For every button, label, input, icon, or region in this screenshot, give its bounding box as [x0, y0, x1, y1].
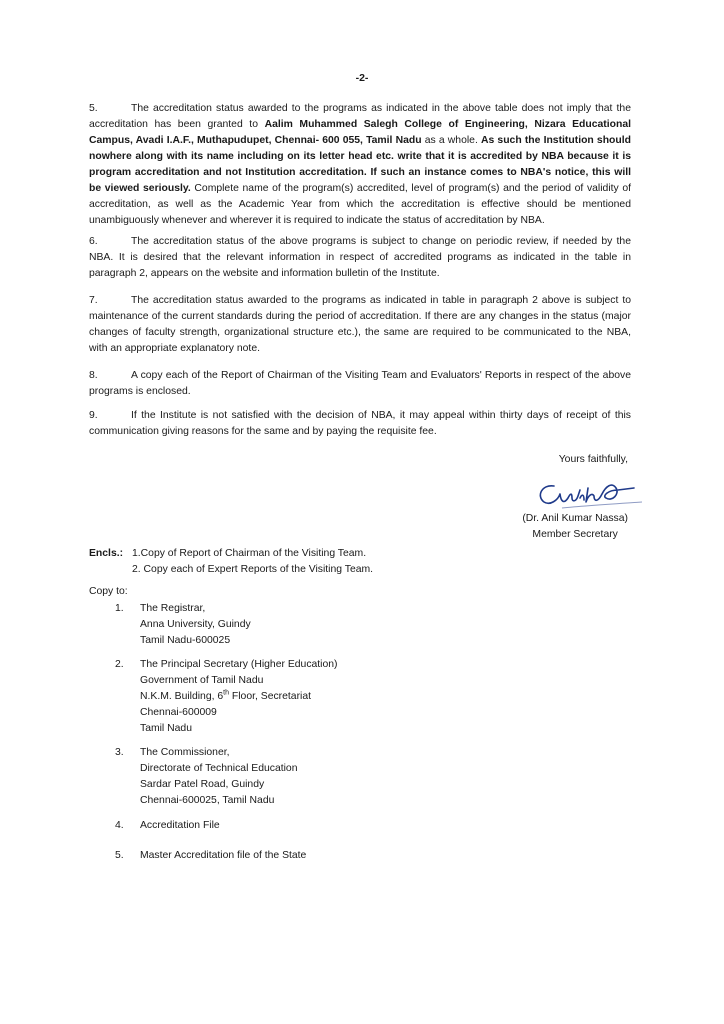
enclosures-label: Encls.:: [89, 548, 124, 559]
enclosure-item: 1.Copy of Report of Chairman of the Visiting Team.: [132, 548, 367, 559]
address-line: Accreditation File: [140, 820, 220, 831]
address-line: The Registrar,: [140, 603, 206, 614]
address-line: The Commissioner,: [140, 747, 230, 758]
paragraph-8: [89, 368, 631, 400]
address-line: Tamil Nadu-600025: [140, 635, 231, 646]
paragraph-text: A copy each of the Report of Chairman of the Visiting Team and Evaluators' Reports in respect of the above programs is enclosed.: [89, 370, 631, 397]
recipient-number: 1.: [115, 603, 124, 614]
address-line: Government of Tamil Nadu: [140, 675, 264, 686]
paragraph-text: The accreditation status awarded to the programs as indicated in table in paragraph 2 above is subject to maintenance of the current standards during the period of accreditation. If there are any changes in the status (major changes of faculty strength, organizational structure etc.), the same are required to be communicated to the NBA, with an appropriate explanatory note.: [89, 295, 631, 354]
recipient-number: 3.: [115, 747, 124, 758]
recipient-number: 5.: [115, 850, 124, 861]
paragraph-number: 8.: [89, 370, 98, 381]
paragraph-text: as a whole.: [421, 135, 481, 146]
paragraph-6: [89, 234, 631, 282]
address-line: Tamil Nadu: [140, 723, 192, 734]
paragraph-number: 6.: [89, 236, 98, 247]
institution-name: Aalim Muhammed Salegh College of Engineering, Nizara Educational Campus, Avadi I.A.F., Muthapudupet, Chennai- 600 055, Tamil Nadu: [89, 119, 632, 146]
recipient-number: 4.: [115, 820, 124, 831]
paragraph-text: The accreditation status awarded to the programs as indicated in the above table does not imply that the accreditation has been granted to: [89, 103, 631, 130]
recipient-number: 2.: [115, 659, 124, 670]
paragraph-number: 7.: [89, 295, 98, 306]
superscript: th: [223, 689, 230, 697]
paragraph-text: If the Institute is not satisfied with the decision of NBA, it may appeal within thirty days of receipt of this communication giving reasons for the same and by paying the requisite fee.: [89, 410, 631, 437]
warning-text: As such the Institution should nowhere along with its name including on its letter head etc. write that it is accredited by NBA because it is program accreditation and not Institution accreditation. If such an instance comes to NBA's notice, this will be viewed seriously.: [89, 135, 631, 194]
paragraph-7: [89, 293, 631, 357]
address-line: N.K.M. Building, 6th Floor, Secretariat: [140, 689, 312, 702]
signer-block: [522, 511, 628, 543]
salutation: Yours faithfully,: [558, 454, 628, 465]
enclosure-item: 2. Copy each of Expert Reports of the Visiting Team.: [132, 564, 374, 575]
address-line: Anna University, Guindy: [140, 619, 251, 630]
paragraph-5: [89, 101, 631, 229]
copy-to-label: Copy to:: [89, 586, 128, 597]
paragraph-number: 5.: [89, 103, 98, 114]
address-line: Directorate of Technical Education: [140, 763, 298, 774]
address-line: Sardar Patel Road, Guindy: [140, 779, 265, 790]
address-line: The Principal Secretary (Higher Education): [140, 659, 338, 670]
paragraph-text: The accreditation status of the above programs is subject to change on periodic review, if needed by the NBA. It is desired that the relevant information in respect of accredited programs as indicated in the table in paragraph 2, appears on the website and information bulletin of the Institute.: [89, 236, 631, 279]
paragraph-number: 9.: [89, 410, 98, 421]
address-line: Chennai-600009: [140, 707, 217, 718]
paragraph-text: Complete name of the program(s) accredited, level of program(s) and the period of validity of accreditation, as well as the Academic Year from which the accreditation is effective should be mentioned unambiguously whenever and wherever it is required to indicate the status of accreditation by NBA.: [89, 183, 631, 226]
page-number: -2-: [355, 72, 369, 84]
signer-name: (Dr. Anil Kumar Nassa): [522, 513, 628, 524]
address-line: Master Accreditation file of the State: [140, 850, 307, 861]
paragraph-9: [89, 408, 631, 440]
address-line: Chennai-600025, Tamil Nadu: [140, 795, 275, 806]
signer-title: Member Secretary: [532, 529, 618, 540]
